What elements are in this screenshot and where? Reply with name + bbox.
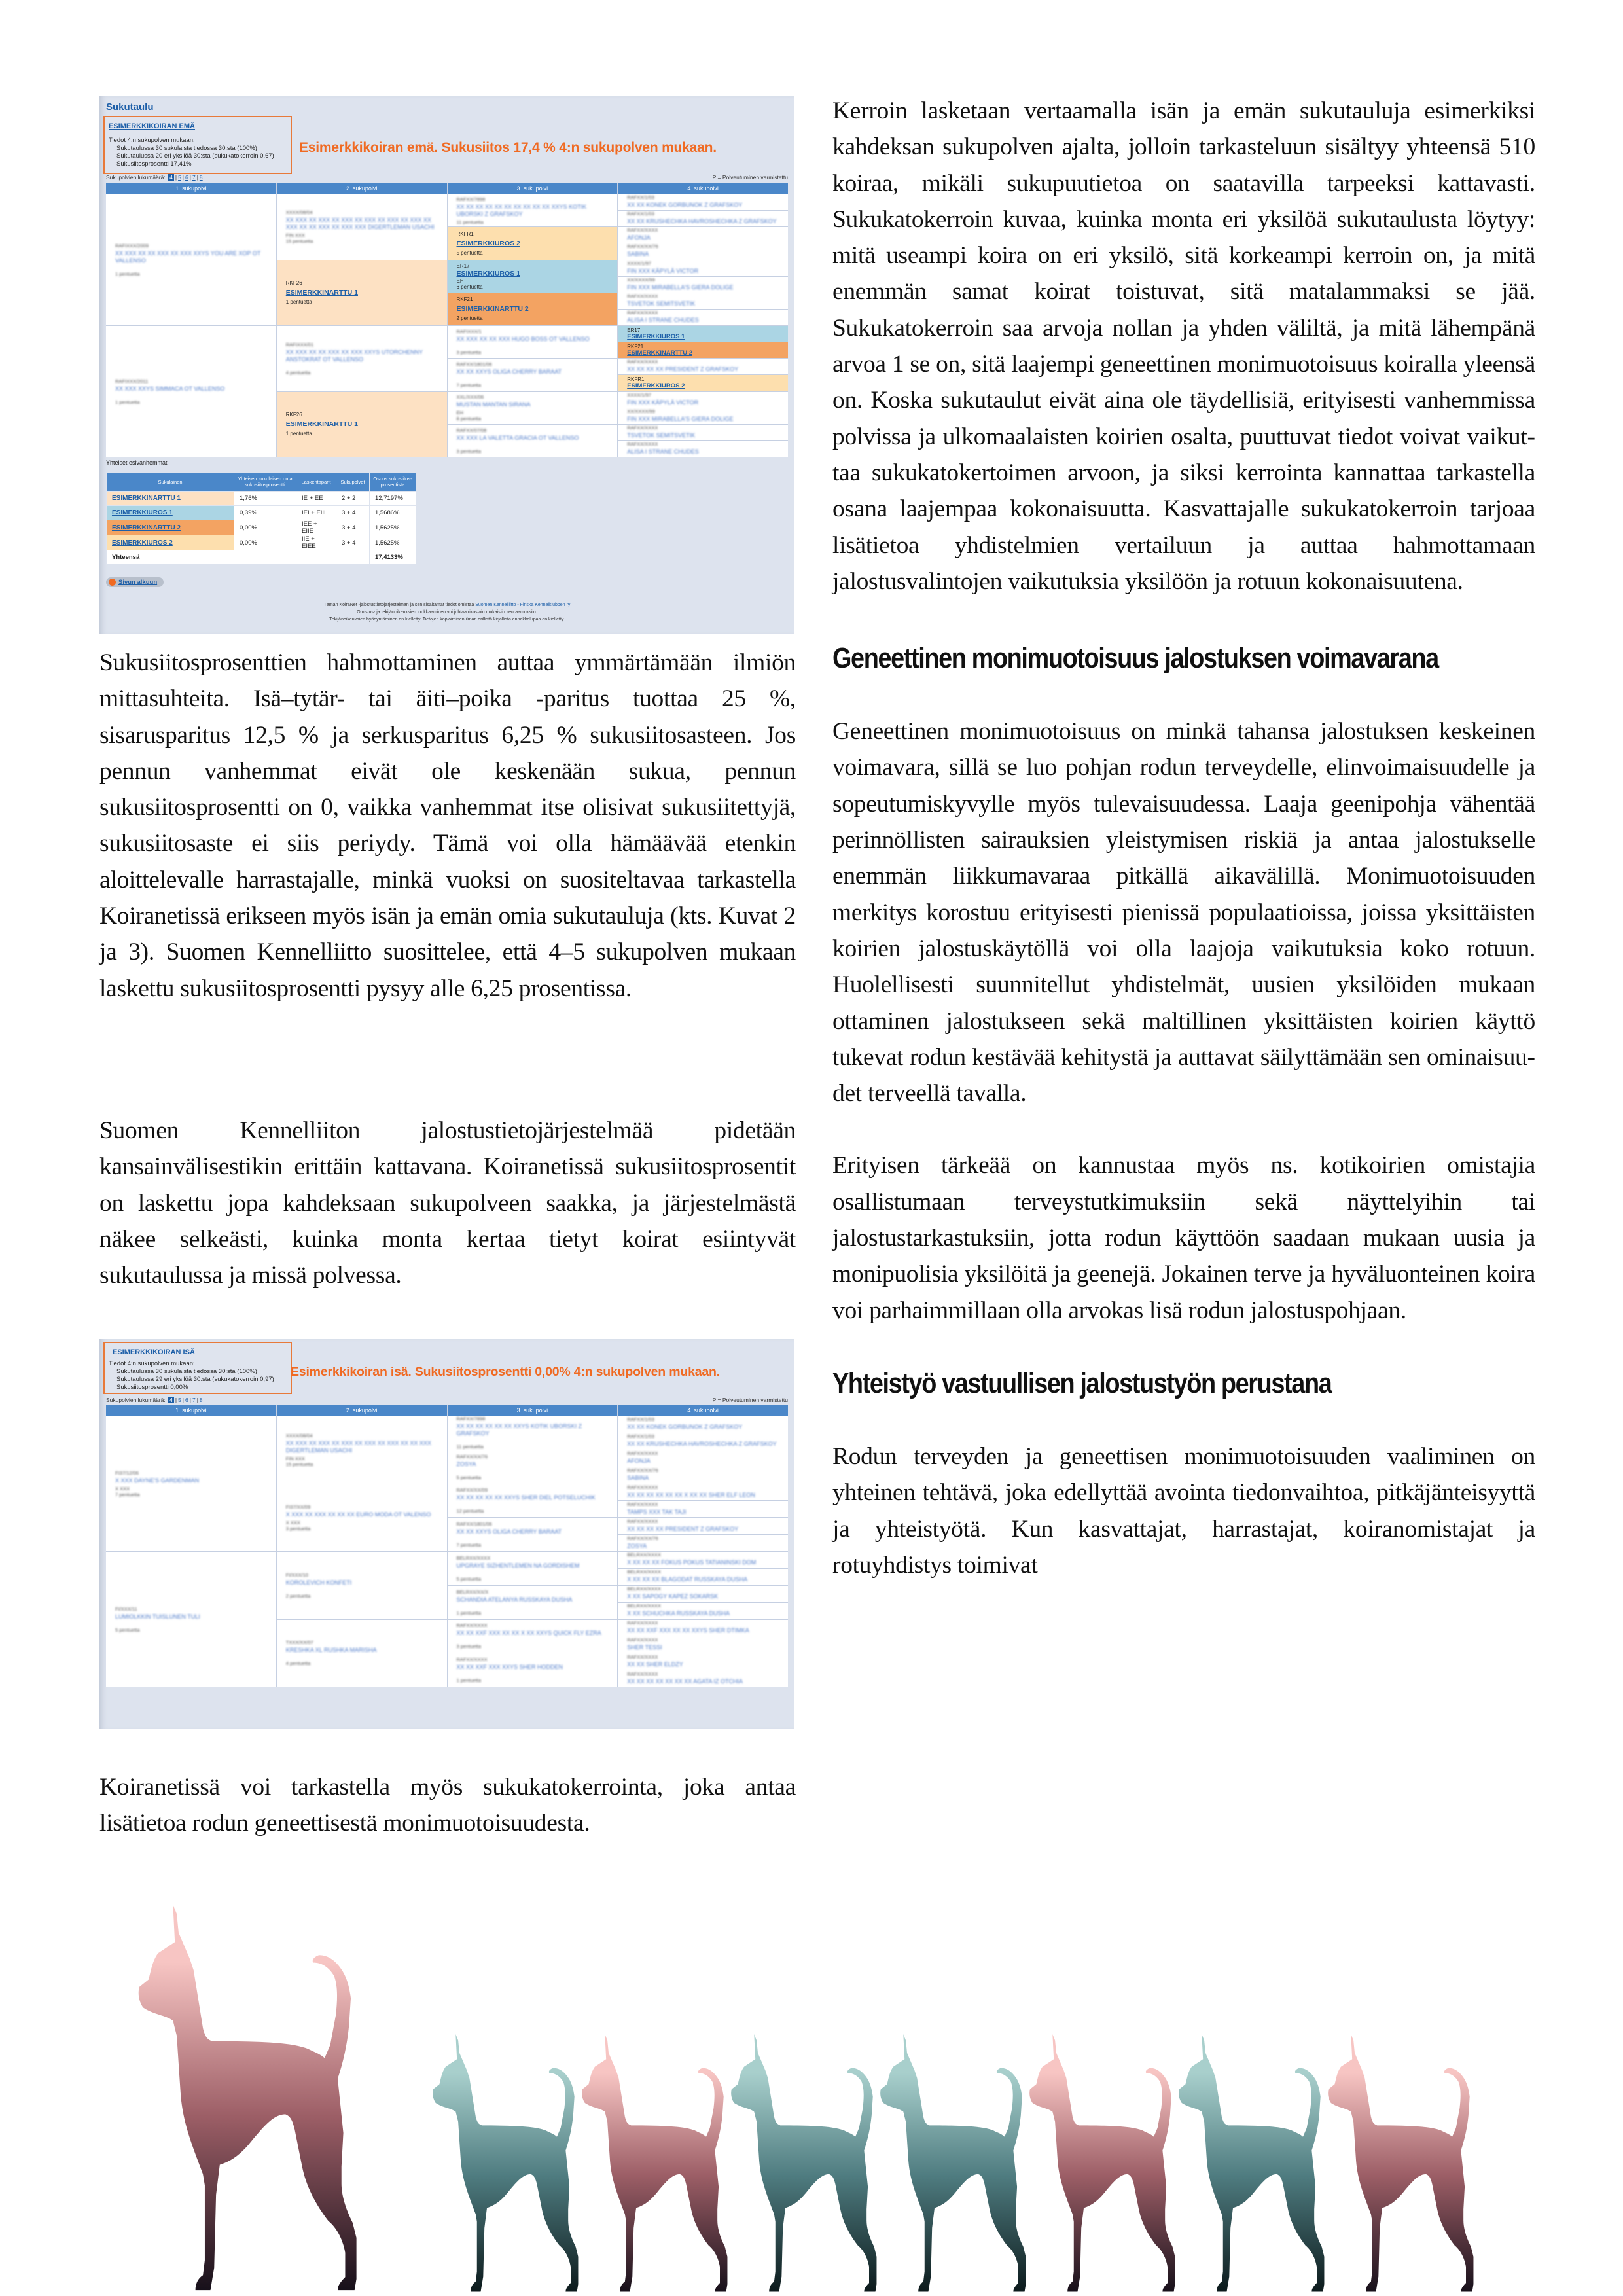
- dog-link[interactable]: ESIMERKKIUROS 1: [112, 509, 173, 516]
- dog-name-link[interactable]: ESIMERKKIKOIRAN ISÄ: [113, 1348, 195, 1356]
- left-text-block-1: [99, 645, 796, 1007]
- dog-silhouette-icon: [880, 2034, 1029, 2293]
- dog-link[interactable]: ESIMERKKIUROS 2: [456, 239, 520, 247]
- pedigree-cell[interactable]: TXXX/XX/07 KRESHKA XL RUSHKA MARISHA 4 pentuetta: [277, 1620, 447, 1687]
- dog-name-link[interactable]: ESIMERKKIKOIRAN EMÄ: [109, 122, 196, 130]
- paragraph: Erityisen tärkeää on kannustaa myös ns. kotikoirien omistajia osallistumaan terveystutkimuksiin sekä näyttelyihin tai jalostustarkastuksiin, jotta rodun käyttöön saadaan mukaan uusia ja monipuolisia yksilöitä ja geenejä. Jokainen terve ja hyväluonteinen koira voi parhaimmillaan olla arvokas lisä rodun jalostuspohjaan.: [832, 1152, 1535, 1324]
- column-header: 2. sukupolvi: [277, 183, 447, 194]
- pedigree-cell[interactable]: FI37/XX/09 X XXX XX XXX XX XX XX EURO MODA OT VALENSO X XXX 3 pentuetta: [277, 1484, 447, 1552]
- cell-generations: 3 + 4: [336, 520, 369, 535]
- table-header: Yhteisen sukulaisen oma sukusiitosprosentti: [234, 473, 296, 491]
- paragraph: Suomen Kennelliiton jalostustietojärjestelmää pidetään kansainvälisestikin erittäin kattavana. Koiranetissä sukusiitosprosentit on laskettu jopa kahdeksaan sukupolveen saakka, ja järjestelmästä näkee selkeästi, kuinka monta kertaa tietyt koirat esiintyvät sukutaulussa ja missä polvessa.: [99, 1117, 796, 1289]
- headline-annotation: Esimerkkikoiran isä. Sukusiitosprosentti 0,00% 4:n sukupolven mukaan.: [291, 1365, 720, 1379]
- pedigree-cell[interactable]: RAFXX/07/08 XX XXX LA VALETTA GRACIA OT VALLENSO 3 pentuetta: [448, 425, 618, 457]
- table-row: [107, 506, 416, 520]
- column-header: 2. sukupolvi: [277, 1405, 447, 1416]
- pedigree-cell[interactable]: RAFXX/XX/09 XX XX XX XX XX XXYS SHER DIEL POTSELUCHIK 12 pentuetta: [448, 1484, 618, 1518]
- dog-link[interactable]: ESIMERKKINARTTU 1: [285, 289, 359, 297]
- back-to-top-button[interactable]: [106, 577, 164, 587]
- info-line: Sukutaulussa 30 sukulaista tiedossa 30:sta (100%): [116, 1368, 257, 1375]
- dog-link[interactable]: ESIMERKKIUROS 2: [627, 382, 685, 390]
- pedigree-cell-sire[interactable]: FI37/12/06 X XXX DAYNE'S GARDENMAN X XXX 7 pentuetta: [106, 1416, 276, 1551]
- pedigree-cell[interactable]: RAFXX/1801/06 XX XX XXYS OLIGA CHERRY BARAAT 7 pentuetta: [448, 359, 618, 391]
- pedigree-cell[interactable]: RAFXX/XXXX ALISA I STRANE CHUDES: [618, 441, 788, 457]
- pedigree-cell[interactable]: RAFXX/XXXX TSVETOK SEMITSVETIK: [618, 293, 788, 309]
- pedigree-cell[interactable]: RAFXX/XXXX ALISA I STRANE CHUDES: [618, 310, 788, 325]
- pedigree-cell[interactable]: RAFXX/XX/76 ZOSYA: [618, 1535, 788, 1551]
- cell-pairs: IEE + EIIE: [296, 520, 336, 535]
- cell-pairs: IEI + EIII: [296, 506, 336, 520]
- cell-own-inbreeding: 0,39%: [234, 506, 296, 520]
- dog-silhouette-icon: [432, 2034, 582, 2293]
- right-text-column: [832, 93, 1535, 1583]
- pedigree-cell-sire[interactable]: RAFIXXX/2009 XX XXX XX XX XXX XX XXX XXYS YOU ARE XOP OT VALLENSO 1 pentuetta: [106, 194, 276, 325]
- pedigree-cell[interactable]: RAFXX/XXXX XX XX XX XX PRESIDENT Z GRAFSKOY: [618, 359, 788, 374]
- pedigree-screenshot-dam: [99, 96, 794, 634]
- pedigree-cell[interactable]: XXXX/08/04 XX XXX XX XXX XX XXX XX XXX XX XXX XX XX XXX DIGERTLEMAN USACHI FIN XXX 15 pentuetta: [277, 1416, 447, 1484]
- info-heading: Tiedot 4:n sukupolven mukaan:: [109, 137, 195, 144]
- litter-count: 6 pentuetta: [456, 283, 483, 290]
- legend: P = Polveutuminen varmistettu: [712, 174, 788, 181]
- generation-link-5[interactable]: 5: [178, 174, 181, 181]
- cell-share: 1,5625%: [370, 535, 416, 550]
- generation-label: Sukupolvien lukumäärä:: [106, 1397, 166, 1403]
- info-heading: Tiedot 4:n sukupolven mukaan:: [109, 1360, 195, 1367]
- left-text-block-3: [99, 1769, 796, 1842]
- pedigree-cell[interactable]: RAFXX/XXXX XX XX XX XX PRESIDENT Z GRAFSKOY: [618, 1518, 788, 1534]
- title: EH: [456, 278, 464, 284]
- pedigree-cell-dam[interactable]: RAFIXXX/2011 XX XXX XXYS SIMMACA OT VALLENSO 1 pentuetta: [106, 326, 276, 457]
- paragraph: Geneettinen monimuotoisuus on minkä tahansa jalostuksen keskeinen voimavara, sillä se luo pohjan rodun terveydelle, elinvoimaisuudelle ja sopeutumiskyvylle myös tulevaisuudessa. Laaja geenipohja vähentää perinnöllisten sairauksien yleistymisen riskiä ja antaa jalostukselle enemmän liikkumavaraa pitkällä aikavälillä. Monimuotoisuuden merkitys korostuu erityisesti pienissä populaatioissa, joissa yksittäisten koirien jalostuskäytöllä voi olla laajoja vaikutuksia koko rotuun. Huolellisesti suunnitellut yhdistelmät, uusien yksilöiden mukaan ottaminen jalostukseen sekä maltillinen yksittäisten koirien käyttö tukevat rodun kestävää kehitystä ja auttavat säilyttämään sen ominaisuudet terveellä tavalla.: [832, 718, 1535, 1107]
- generation-link-7[interactable]: 7: [192, 174, 196, 181]
- cell-relative: [107, 506, 234, 520]
- info-line: Sukutaulussa 20 eri yksilöä 30:sta (sukukatokerroin 0,67): [116, 152, 274, 160]
- dog-silhouette-icon: [137, 1905, 362, 2292]
- pedigree-cell[interactable]: BELRXX/XXXX X XX SAPOGY KAPEZ SOKARSK: [618, 1586, 788, 1602]
- registration-number: RKFR1: [627, 376, 645, 383]
- common-ancestors-label: Yhteiset esivanhemmat: [106, 459, 168, 466]
- pedigree-cell[interactable]: RAFXX/XXXX AFONJA: [618, 227, 788, 243]
- registration-number: ER17: [627, 327, 641, 334]
- headline-annotation: Esimerkkikoiran emä. Sukusiitos 17,4 % 4:n sukupolven mukaan.: [299, 140, 717, 155]
- pedigree-title: Sukutaulu: [106, 101, 154, 113]
- dog-silhouette-icon: [1327, 2034, 1477, 2293]
- generation-label: Sukupolvien lukumäärä:: [106, 174, 166, 181]
- table-row: [107, 535, 416, 550]
- dog-silhouette-icon: [1029, 2034, 1179, 2293]
- column-header: 1. sukupolvi: [106, 183, 276, 194]
- pedigree-cell-common-ancestor[interactable]: [448, 293, 618, 325]
- table-row: [107, 520, 416, 535]
- info-box: [103, 1342, 292, 1394]
- registration-number: RKFR1: [456, 230, 474, 237]
- pedigree-cell[interactable]: RAFXX/XX/76 SABINA: [618, 1467, 788, 1484]
- cell-generations: 3 + 4: [336, 506, 369, 520]
- pedigree-cell[interactable]: BELRXX/XXXX X XX XX XX BLAGODAT RUSSKAYA DUSHA: [618, 1569, 788, 1585]
- dog-link[interactable]: ESIMERKKINARTTU 2: [456, 305, 529, 314]
- generation-link-4[interactable]: 4: [169, 174, 173, 181]
- total-label: Yhteensä: [107, 550, 369, 564]
- pedigree-cell[interactable]: BELRXX/XXXX X XX XX XX FOKUS POKUS TATIANINSKI DOM: [618, 1552, 788, 1568]
- copyright-text: Tekijänoikeuksien hyödyntäminen on kielletty. Tietojen kopioiminen ilman erillistä kirjallista ennakkolupaa on kielletty.: [329, 617, 565, 622]
- back-to-top-label: Sivun alkuun: [118, 579, 158, 586]
- left-text-block-2: [99, 1113, 796, 1293]
- table-header: Osuus sukusiitosprosentista: [370, 473, 416, 491]
- dog-silhouette-icon: [730, 2034, 880, 2293]
- pedigree-cell-common-ancestor[interactable]: [277, 392, 447, 457]
- litter-count: 2 pentuetta: [456, 315, 483, 322]
- column-header: 1. sukupolvi: [106, 1405, 276, 1416]
- pedigree-cell[interactable]: RAFXX/7898 XX XX XX XX XX XX XX XX XX XX XXYS KOTIK UBORSKI Z GRAFSKOY 11 pentuetta: [448, 194, 618, 226]
- pedigree-cell[interactable]: RAFXX/XXXX XX XX SHER ELDZY: [618, 1653, 788, 1670]
- pedigree-cell-common-ancestor[interactable]: [618, 342, 788, 358]
- generation-link-6[interactable]: 6: [185, 1397, 188, 1403]
- litter-count: 5 pentuetta: [456, 249, 483, 256]
- dog-link[interactable]: ESIMERKKIUROS 1: [456, 269, 520, 278]
- column-header: 3. sukupolvi: [448, 1405, 618, 1416]
- table-header: Laskentaparit: [296, 473, 336, 491]
- cell-relative: [107, 520, 234, 535]
- column-header: 3. sukupolvi: [448, 183, 618, 194]
- pedigree-cell[interactable]: XXL/XXX/06 MUSTAN MANTAN SIRANA EH 8 pentuetta: [448, 392, 618, 424]
- pedigree-cell[interactable]: BELRXX/XX/X SCHANDIA ATELANYA RUSSKAYA DUSHA 1 pentuetta: [448, 1586, 618, 1619]
- cell-share: 12,7197%: [370, 492, 416, 505]
- pedigree-screenshot-sire: [99, 1339, 794, 1729]
- copyright-text: Tämän KoiraNet -jalostustietojärjestelmän ja sen sisältämät tiedot omistaa: [323, 603, 474, 607]
- cell-pairs: IE + EE: [296, 492, 336, 505]
- dog-link[interactable]: ESIMERKKINARTTU 2: [112, 524, 181, 531]
- kennel-club-link[interactable]: Suomen Kennelliitto - Finska Kennelklubben ry: [475, 603, 571, 607]
- generation-selector: Sukupolvien lukumäärä: 4 | 5 | 6 | 7 | 8 P = Polveutuminen varmistettu: [106, 1397, 788, 1403]
- dog-silhouette-row: [0, 1885, 1623, 2251]
- pedigree-cell[interactable]: XXXX/08/04 XX XXX XX XXX XX XXX XX XXX XX XXX XX XXX XX XXX XX XX XXX XX XXX XXX DIGERTLEMAN USACHI FIN XXX 15 pentuetta: [277, 194, 447, 260]
- pedigree-cell[interactable]: RAFXX/XXXX XX XX XXF XXX XXYS SHER HODDEN 1 pentuetta: [448, 1653, 618, 1687]
- pedigree-cell[interactable]: RAFXX/1/03 XX XX KRUSHECHKA HAVROSHECHKA Z GRAFSKOY: [618, 1433, 788, 1450]
- table-header: Sukulainen: [107, 473, 234, 491]
- generation-link-4[interactable]: 4: [169, 1397, 173, 1403]
- paragraph: Koiranetissä voi tarkastella myös sukukatokerrointa, joka antaa lisätietoa rodun geneettisestä monimuotoisuudesta.: [99, 1774, 796, 1837]
- dog-link[interactable]: ESIMERKKINARTTU 1: [285, 420, 359, 429]
- pedigree-cell[interactable]: BELRXX/XXXX X XX SCHUCHKA RUSSKAYA DUSHA: [618, 1603, 788, 1619]
- pedigree-cell[interactable]: RAFXX/XXXX XX XX XXF XXX XX XX XXYS SHER DTIMKA: [618, 1620, 788, 1636]
- registration-number: RKF26: [285, 412, 302, 418]
- pedigree-cell[interactable]: RAFXX/1/03 XX XX KONEK GORBUNOK Z GRAFSKOY: [618, 1416, 788, 1433]
- registration-number: ER17: [456, 262, 470, 269]
- registration-number: RKF21: [627, 344, 644, 350]
- cell-generations: 2 + 2: [336, 492, 369, 505]
- dog-link[interactable]: ESIMERKKIUROS 2: [112, 539, 173, 547]
- pedigree-table: [106, 183, 788, 457]
- pedigree-cell[interactable]: RAFXX/XXXX XX XX XX XX XX XX XX AGATA IZ OTCHIA: [618, 1670, 788, 1687]
- info-line: Sukusiitosprosentti 0,00%: [116, 1384, 188, 1391]
- pedigree-cell[interactable]: RAFXX/1/03 XX XX KRUSHECHKA HAVROSHECHKA Z GRAFSKOY: [618, 211, 788, 226]
- pedigree-cell[interactable]: RAFXX/XXXX XX XX XX XX XX XX X XX XX SHER ELF LEON: [618, 1484, 788, 1501]
- registration-number: RKF26: [285, 280, 302, 287]
- dog-link[interactable]: ESIMERKKIUROS 1: [627, 333, 685, 341]
- generation-link-8[interactable]: 8: [199, 1397, 203, 1403]
- cell-pairs: IIE + EIEE: [296, 535, 336, 550]
- column-header: 4. sukupolvi: [618, 1405, 788, 1416]
- pedigree-cell[interactable]: RAFIXXX/01 XX XXX XX XX XXX XX XXX XXYS UTORCHENNY ANSTOKRAT OT VALLENSO 4 pentuetta: [277, 326, 447, 391]
- copyright-notice: [99, 601, 794, 623]
- litter-count: 1 pentuetta: [285, 431, 312, 437]
- pedigree-cell[interactable]: RAFXX/XXXX XX XX XXF XXX XX XX X XX XXYS QUICK FLY EZRA 3 pentuetta: [448, 1620, 618, 1653]
- pedigree-cell[interactable]: RAFXX/1/03 XX XX KONEK GORBUNOK Z GRAFSKOY: [618, 194, 788, 210]
- pedigree-cell[interactable]: RAFXX/7898 XX XX XX XX XX XX XXYS KOTIK UBORSKI Z GRAFSKOY 11 pentuetta: [448, 1416, 618, 1450]
- cell-own-inbreeding: 0,00%: [234, 520, 296, 535]
- registration-number: RKF21: [456, 296, 473, 303]
- table-total-row: [107, 550, 416, 564]
- pedigree-cell-common-ancestor[interactable]: [448, 260, 618, 293]
- legend: P = Polveutuminen varmistettu: [712, 1397, 788, 1403]
- dog-link[interactable]: ESIMERKKINARTTU 2: [627, 350, 693, 357]
- arrow-up-icon: [109, 579, 116, 586]
- section-heading: Geneettinen monimuotoisuus jalostuksen voimavarana: [832, 642, 1438, 675]
- cell-share: 1,5625%: [370, 520, 416, 535]
- pedigree-cell[interactable]: FI/XXX/10 KOROLEVICH KONFETI 2 pentuetta: [277, 1552, 447, 1619]
- pedigree-cell[interactable]: RAFXX/XX/76 SABINA: [618, 243, 788, 259]
- pedigree-cell[interactable]: RAFXX/XXXX SHER TESSI: [618, 1636, 788, 1653]
- pedigree-cell[interactable]: RAFXX/XX/76 ZOSYA 5 pentuetta: [448, 1450, 618, 1484]
- copyright-text: Omistus- ja tekijänoikeuksien loukkaaminen voi johtaa rikoslain mukaisiin seuraamuksiin.: [357, 610, 537, 615]
- column-header: 4. sukupolvi: [618, 183, 788, 194]
- generation-link-8[interactable]: 8: [199, 174, 203, 181]
- info-line: Sukutaulussa 29 eri yksilöä 30:sta (sukukatokerroin 0,97): [116, 1376, 274, 1383]
- paragraph: Sukusiitosprosenttien hahmottaminen auttaa ymmärtämään ilmiön mittasuhteita. Isä–tytär- tai äiti–poika -paritus tuottaa 25 %, sisarusparitus 12,5 % ja serkusparitus 6,25 % sukusiitosasteen. Jos pennun vanhemmat eivät ole keskenään sukua, pennun sukusiitosprosentti on 0, vaikka vanhemmat itse olisivat sukusiitettyjä, sukusiitosaste ei siis periydy. Tämä voi olla hämäävää etenkin aloittelevalle harrastajalle, minkä vuoksi on suositeltavaa tarkastella Koiranetissä erikseen myös isän ja emän omia sukutauluja (kts. Kuvat 2 ja 3). Suomen Kennelliitto suosittelee, että 4–5 sukupolven mukaan laskettu sukusiitosprosentti pysyy alle 6,25 prosentissa.: [99, 649, 796, 1002]
- generation-link-6[interactable]: 6: [185, 174, 188, 181]
- pedigree-cell[interactable]: RAFXX/XXXX TSVETOK SEMITSVETIK: [618, 425, 788, 440]
- dog-silhouette-icon: [581, 2034, 731, 2293]
- cell-own-inbreeding: 0,00%: [234, 535, 296, 550]
- section-heading: Yhteistyö vastuullisen jalostustyön perustana: [832, 1367, 1332, 1399]
- info-line: Sukusiitosprosentti 17,41%: [116, 160, 192, 168]
- common-ancestors-table: [106, 472, 416, 565]
- generation-link-5[interactable]: 5: [178, 1397, 181, 1403]
- table-row: [107, 492, 416, 505]
- pedigree-cell-dam[interactable]: FI/XXX/11 LUMIOLKKIN TUISLUNEN TULI 5 pentuetta: [106, 1552, 276, 1687]
- litter-count: 1 pentuetta: [285, 299, 312, 306]
- pedigree-cell[interactable]: RAFXX/1801/06 XX XX XXYS OLIGA CHERRY BARAAT 7 pentuetta: [448, 1518, 618, 1551]
- pedigree-cell[interactable]: XXXX/1/97 FIN XXX KÄPYLÄ VICTOR: [618, 392, 788, 408]
- cell-share: 1,5686%: [370, 506, 416, 520]
- pedigree-cell-common-ancestor[interactable]: [277, 260, 447, 326]
- generation-link-7[interactable]: 7: [192, 1397, 196, 1403]
- pedigree-cell[interactable]: XX/XXXX/99 FIN XXX MIRABELLA'S GIERA DOLIGE: [618, 277, 788, 293]
- info-line: Sukutaulussa 30 sukulaista tiedossa 30:sta (100%): [116, 145, 257, 152]
- pedigree-cell-common-ancestor[interactable]: [618, 375, 788, 391]
- pedigree-cell-common-ancestor[interactable]: [448, 227, 618, 259]
- cell-relative: [107, 535, 234, 550]
- info-box: [103, 116, 292, 174]
- pedigree-cell[interactable]: RAFXX/XXXX AFONJA: [618, 1450, 788, 1467]
- table-header: Sukupolvet: [336, 473, 369, 491]
- pedigree-table: [106, 1405, 788, 1687]
- dog-silhouette-icon: [1178, 2034, 1328, 2293]
- pedigree-cell[interactable]: XX/XXXX/99 FIN XXX MIRABELLA'S GIERA DOLIGE: [618, 408, 788, 424]
- pedigree-cell[interactable]: RAFXX/XXXX TAMPS XXX TAK TAJI: [618, 1501, 788, 1517]
- generation-selector: Sukupolvien lukumäärä: 4 | 5 | 6 | 7 | 8 P = Polveutuminen varmistettu: [106, 174, 788, 181]
- paragraph: Kerroin lasketaan vertaamalla isän ja emän sukutauluja esimerkiksi kahdeksan sukupolven ajalta, jolloin tarkasteluun sisältyy yhteensä 510 koiraa, mikäli sukupuutietoa on saatavilla tarpeeksi kattavasti. Sukukatokerroin kuvaa, kuinka monta eri yksilöä sukutaulusta löytyy: mitä useampi koira on eri yksilö, sitä korkeampi kerroin on, ja mitä enemmän samat koirat toistuvat, sitä matalammaksi se jää. Sukukatokerroin saa arvoja nollan ja yhden väliltä, ja mitä lähempänä arvoa 1 se on, sitä laajempi geneettinen monimuotoisuus koiralla yleensä on. Koska sukutaulut eivät aina ole täydellisiä, erityisesti vanhemmissa polvissa ja ulkomaalaisten koirien osalta, puuttuvat tiedot voivat vaikuttaa sukukatokertoimen arvoon, ja siksi kerrointa kannattaa tarkastella osana laajempaa kokonaisuutta. Kasvattajalle sukukatokerroin tarjoaa lisätietoa yhdistelmien vertailuun ja auttaa hahmottamaan jalostusvalintojen vaikutuksia yksilöön ja rotuun kokonaisuutena.: [832, 98, 1535, 595]
- pedigree-cell[interactable]: XXXX/1/97 FIN XXX KÄPYLÄ VICTOR: [618, 260, 788, 276]
- dog-link[interactable]: ESIMERKKINARTTU 1: [112, 495, 181, 502]
- paragraph: Rodun terveyden ja geneettisen monimuotoisuuden vaaliminen on yhteinen tehtävä, joka edellyttää avointa tiedonvaihtoa, pitkäjänteisyyttä ja yhteistyötä. Kun kasvattajat, harrastajat, koiranomistajat ja rotuyhdistys toimivat: [832, 1443, 1535, 1579]
- cell-relative: [107, 492, 234, 505]
- pedigree-cell[interactable]: RAFIXXX/1 XX XXX XX XX XXX HUGO BOSS OT VALLENSO 3 pentuetta: [448, 326, 618, 358]
- cell-generations: 3 + 4: [336, 535, 369, 550]
- total-value: 17,4133%: [370, 550, 416, 564]
- pedigree-cell-common-ancestor[interactable]: [618, 326, 788, 342]
- cell-own-inbreeding: 1,76%: [234, 492, 296, 505]
- pedigree-cell[interactable]: BELRXX/XXXX UPGRAYE SIZHENTLEMEN NA GORDISHEM 5 pentuetta: [448, 1552, 618, 1585]
